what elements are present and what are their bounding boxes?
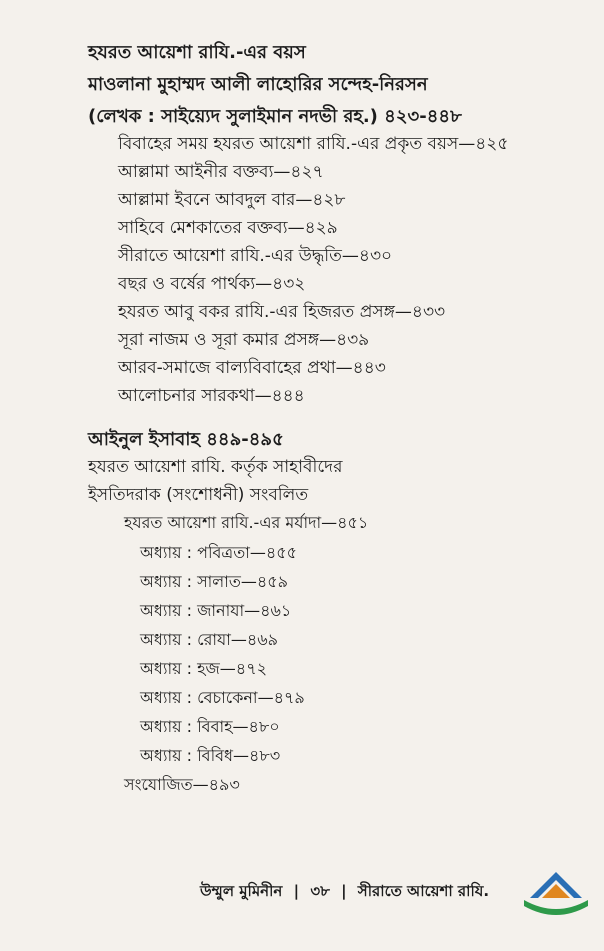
chapter-entry: অধ্যায় : বিবাহ—৪৮০ bbox=[140, 717, 280, 736]
section2-heading: আইনুল ইসাবাহ ৪৪৯-৪৯৫ bbox=[88, 429, 284, 450]
logo-base-shape bbox=[524, 900, 588, 915]
section1-heading-line2: মাওলানা মুহাম্মদ আলী লাহোরির সন্দেহ-নিরসন bbox=[88, 74, 428, 95]
page-footer bbox=[200, 880, 489, 905]
chapter-entry: অধ্যায় : বেচাকেনা—৪৭৯ bbox=[140, 688, 305, 707]
toc-entry: সাহিবে মেশকাতের বক্তব্য—৪২৯ bbox=[118, 218, 338, 238]
footer-series-title: সীরাতে আয়েশা রাযি. bbox=[357, 882, 490, 900]
page-number: ৩৮ bbox=[310, 882, 330, 900]
toc-entry: বছর ও বর্ষের পার্থক্য—৪৩২ bbox=[118, 274, 306, 294]
publisher-logo-icon bbox=[520, 870, 592, 920]
footer-separator: | bbox=[341, 882, 347, 900]
chapter-entry: অধ্যায় : জানাযা—৪৬১ bbox=[140, 601, 292, 620]
chapter-entry: সংযোজিত—৪৯৩ bbox=[124, 775, 240, 794]
section1-heading-line3: (লেখক : সাইয়্যেদ সুলাইমান নদভী রহ.) ৪২৩-৪৪৮ bbox=[88, 106, 462, 127]
toc-entry: আলোচনার সারকথা—৪৪৪ bbox=[118, 386, 305, 406]
toc-entry: সূরা নাজম ও সূরা কমার প্রসঙ্গ—৪৩৯ bbox=[118, 330, 370, 350]
chapter-entry: অধ্যায় : সালাত—৪৫৯ bbox=[140, 572, 289, 591]
toc-entry: বিবাহের সময় হযরত আয়েশা রাযি.-এর প্রকৃত বয়স—৪২৫ bbox=[118, 134, 509, 154]
section1-heading: হযরত আয়েশা রাযি.-এর বয়স bbox=[88, 42, 306, 63]
section2-subtitle-line2: ইসতিদরাক (সংশোধনী) সংবলিত bbox=[88, 485, 309, 505]
toc-entry: আল্লামা আইনীর বক্তব্য—৪২৭ bbox=[118, 162, 324, 182]
toc-entry: আরব-সমাজে বাল্যবিবাহের প্রথা—৪৪৩ bbox=[118, 358, 386, 378]
toc-entry: হযরত আয়েশা রাযি.-এর মর্যাদা—৪৫১ bbox=[124, 513, 369, 532]
footer-book-title: উম্মুল মুমিনীন bbox=[200, 882, 283, 900]
chapter-entry: অধ্যায় : হজ—৪৭২ bbox=[140, 659, 268, 678]
chapter-entry: অধ্যায় : পবিত্রতা—৪৫৫ bbox=[140, 543, 297, 562]
toc-entry: সীরাতে আয়েশা রাযি.-এর উদ্ধৃতি—৪৩০ bbox=[118, 246, 393, 266]
footer-separator: | bbox=[293, 882, 300, 900]
chapter-entry: অধ্যায় : রোযা—৪৬৯ bbox=[140, 630, 279, 649]
section2-subtitle-line1: হযরত আয়েশা রাযি. কর্তৃক সাহাবীদের bbox=[88, 457, 343, 477]
toc-entry: হযরত আবু বকর রাযি.-এর হিজরত প্রসঙ্গ—৪৩৩ bbox=[118, 302, 446, 322]
toc-entry: আল্লামা ইবনে আবদুল বার—৪২৮ bbox=[118, 190, 346, 210]
chapter-entry: অধ্যায় : বিবিধ—৪৮৩ bbox=[140, 746, 281, 765]
